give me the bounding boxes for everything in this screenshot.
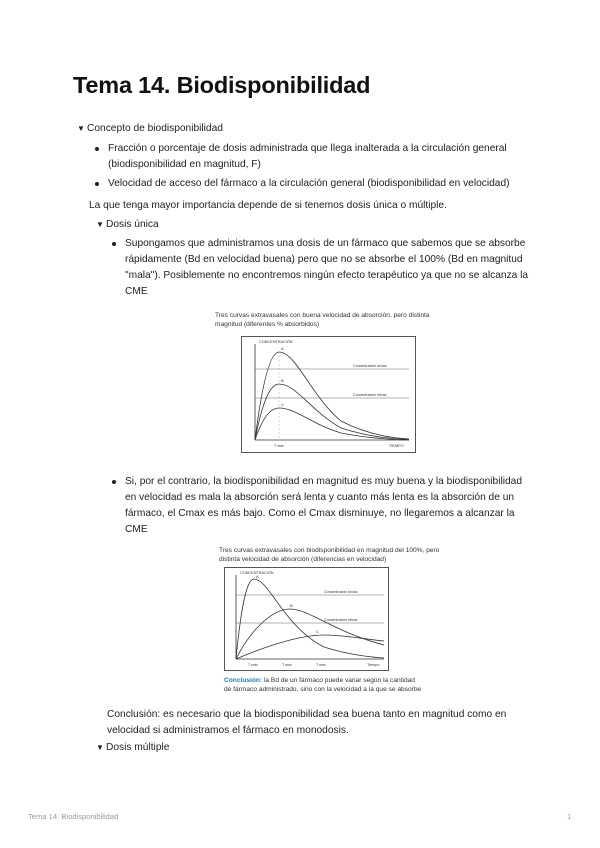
paragraph-conclusion: Conclusión: es necesario que la biodisponibilidad sea buena tanto en magnitud como en velocidad si administramos el fármaco en monodosis. (107, 709, 507, 736)
toxic-line-label: Concentración tóxica (324, 590, 358, 594)
conclusion-label: Conclusión: (224, 677, 263, 684)
list-item (108, 176, 538, 192)
figure-caption: Tres curvas extravasales con biodisponibilidad en magnitud del 100%, pero distinta velocidad de absorción (diferencias en velocidad) (219, 547, 440, 563)
y-axis-label: CONCENTRACIÓN (240, 571, 274, 575)
page-title: Tema 14. Biodisponibilidad (73, 72, 371, 98)
toggle-label: Concepto de biodisponibilidad (87, 123, 223, 134)
bullet-icon (112, 242, 116, 246)
paragraph: La que tenga mayor importancia depende de si tenemos dosis única o múltiple. (89, 200, 447, 211)
triangle-down-icon: ▼ (96, 743, 104, 752)
figure-1 (215, 311, 445, 448)
effective-line-label: Concentración eficaz (324, 618, 358, 622)
curve-label: B (281, 378, 284, 383)
toggle-label: Dosis múltiple (106, 742, 170, 753)
triangle-down-icon: ▼ (96, 220, 104, 229)
figure-2-chart (224, 567, 389, 671)
toxic-line-label: Concentración tóxica (353, 364, 387, 368)
toggle-concepto[interactable] (77, 123, 223, 134)
triangle-down-icon: ▼ (77, 124, 85, 133)
curve-label: C (316, 629, 319, 634)
list-item-text: Si, por el contrario, la biodisponibilidad en magnitud es muy buena y la biodisponibilidad en velocidad es mala la absorción será lenta y cuanto más lenta es la absorción de un fármaco, el Cmax es más bajo. Como el Cmax disminuye, no llegaremos a alcanzar la CME (125, 476, 522, 535)
figure-caption: Tres curvas extravasales con buena velocidad de absorción, pero distinta magnitud (diferentes % absorbidos) (215, 312, 430, 328)
effective-line-label: Concentración eficaz (353, 393, 387, 397)
figure-conclusion (224, 676, 424, 694)
x-axis-label: TIEMPO (389, 444, 404, 448)
x-axis-label: Tiempo (367, 663, 380, 667)
bullet-icon (112, 480, 116, 484)
toggle-label: Dosis única (106, 219, 159, 230)
figure-1-chart (241, 336, 416, 453)
y-axis-label: CONCENTRACIÓN (259, 340, 293, 344)
list-item (108, 141, 528, 173)
bullet-icon (95, 182, 99, 186)
x-tick-label: T máx (274, 444, 284, 448)
list-item-text: Fracción o porcentaje de dosis administrada que llega inalterada a la circulación general (biodisponibilidad en magnitud, F) (108, 143, 507, 170)
curve-label: A (281, 346, 284, 351)
x-tick-label: T máx (248, 663, 258, 667)
footer-page-number: 1 (567, 812, 572, 821)
list-item-text: Supongamos que administramos una dosis de un fármaco que sabemos que se absorbe rápidamente (Bd en velocidad buena) pero que no se absorbe el 100% (Bd en magnitud "mala"). Posiblemente no encontremos ningún efecto terapéutico ya que no se alcanza la CME (125, 238, 529, 297)
curve-label: A (256, 574, 259, 579)
figure-2 (219, 546, 449, 693)
footer-title: Tema 14. Biodisponibilidad (28, 812, 119, 821)
x-tick-label: T máx (316, 663, 326, 667)
toggle-dosis-unica[interactable] (96, 219, 159, 230)
curve-label: C (281, 402, 284, 407)
x-tick-label: T máx (282, 663, 292, 667)
bullet-icon (95, 147, 99, 151)
curve-label: B (290, 603, 293, 608)
list-item-text: Velocidad de acceso del fármaco a la circulación general (biodisponibilidad en velocidad) (108, 178, 510, 189)
list-item (125, 474, 535, 538)
conclusion-text: la Bd de un fármaco puede variar según la cantidad de fármaco administrado, sino con la velocidad a la que se absorbe (224, 677, 422, 693)
toggle-dosis-multiple[interactable] (96, 742, 169, 753)
list-item (125, 236, 535, 300)
